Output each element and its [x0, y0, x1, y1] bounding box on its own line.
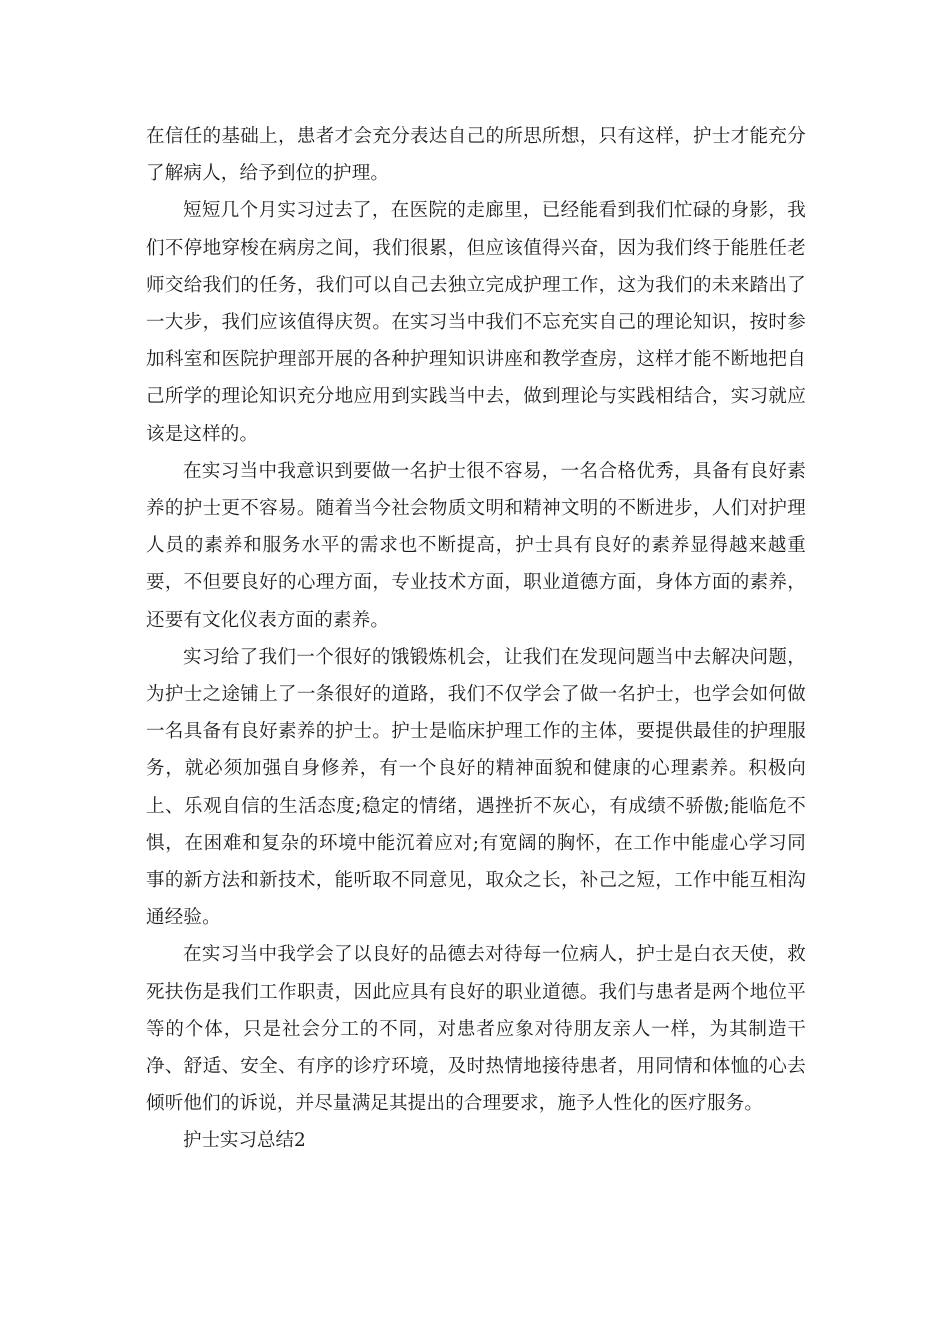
paragraph-training-opportunity: 实习给了我们一个很好的饿锻炼机会，让我们在发现问题当中去解决问题，为护士之途铺上了一条很好的道路，我们不仅学会了做一名护士，也学会如何做一名具备有良好素养的护士。护士是临床护理工作的主体，要提供最佳的护理服务，就必须加强自身修养，有一个良好的精神面貌和健康的心理素养。积极向上、乐观自信的生活态度;稳定的情绪，遇挫折不灰心，有成绩不骄傲;能临危不惧，在困难和复杂的环境中能沉着应对;有宽阔的胸怀，在工作中能虚心学习同事的新方法和新技术，能听取不同意见，取众之长，补己之短，工作中能互相沟通经验。	[146, 646, 806, 929]
paragraph-continuation: 在信任的基础上，患者才会充分表达自己的所思所想，只有这样，护士才能充分了解病人，给予到位的护理。	[146, 126, 806, 185]
paragraph-professional-ethics: 在实习当中我学会了以良好的品德去对待每一位病人，护士是白衣天使，救死扶伤是我们工作职责，因此应具有良好的职业道德。我们与患者是两个地位平等的个体，只是社会分工的不同，对患者应象对待朋友亲人一样，为其制造干净、舒适、安全、有序的诊疗环境，及时热情地接待患者，用同情和体恤的心去倾听他们的诉说，并尽量满足其提出的合理要求，施予人性化的医疗服务。	[146, 944, 806, 1115]
document-page	[146, 118, 806, 1160]
section-heading: 护士实习总结2	[183, 1130, 306, 1152]
paragraph-nurse-qualities: 在实习当中我意识到要做一名护士很不容易，一名合格优秀，具备有良好素养的护士更不容易。随着当今社会物质文明和精神文明的不断进步，人们对护理人员的素养和服务水平的需求也不断提高，护士具有良好的素养显得越来越重要，不但要良好的心理方面，专业技术方面，职业道德方面，身体方面的素养，还要有文化仪表方面的素养。	[146, 460, 806, 631]
paragraph-internship-progress: 短短几个月实习过去了，在医院的走廊里，已经能看到我们忙碌的身影，我们不停地穿梭在病房之间，我们很累，但应该值得兴奋，因为我们终于能胜任老师交给我们的任务，我们可以自己去独立完成护理工作，这为我们的未来踏出了一大步，我们应该值得庆贺。在实习当中我们不忘充实自己的理论知识，按时参加科室和医院护理部开展的各种护理知识讲座和教学查房，这样才能不断地把自己所学的理论知识充分地应用到实践当中去，做到理论与实践相结合，实习就应该是这样的。	[146, 200, 806, 445]
